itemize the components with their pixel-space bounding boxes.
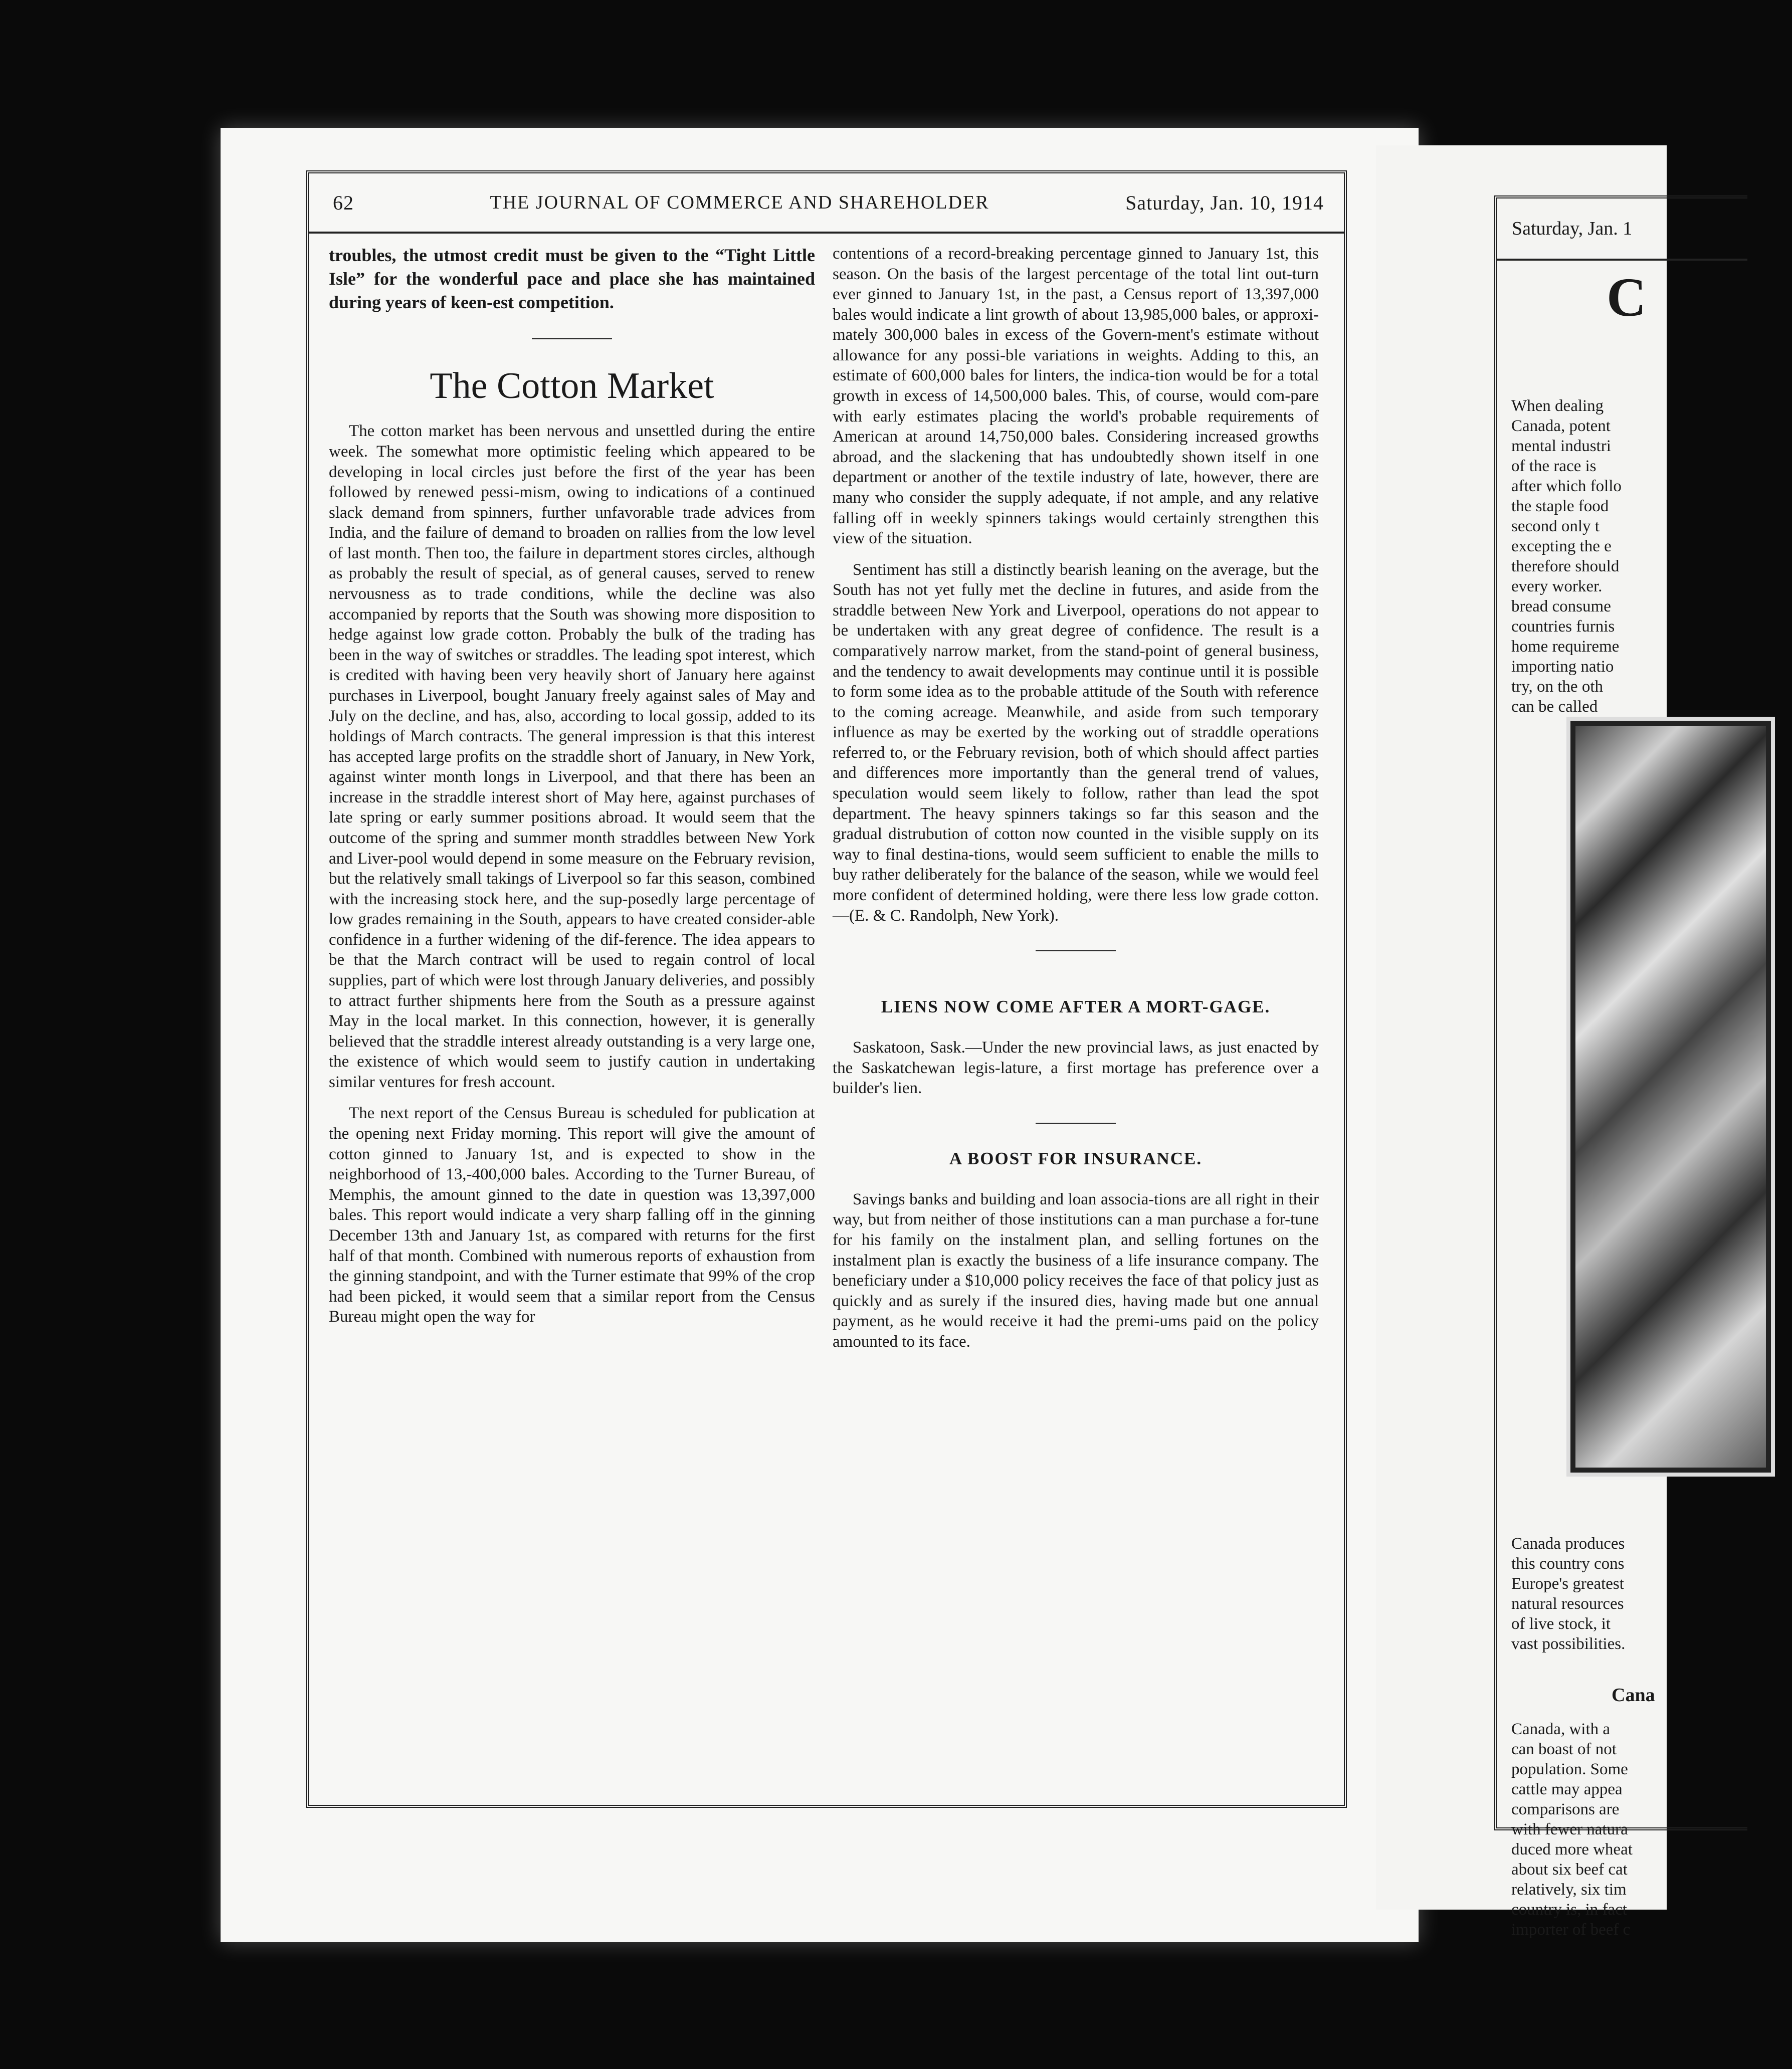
- adjacent-text-line: this country cons: [1511, 1555, 1625, 1573]
- adjacent-text-line: of live stock, it: [1511, 1615, 1611, 1633]
- adjacent-text-line: cattle may appea: [1511, 1780, 1623, 1798]
- section-divider: [1036, 950, 1116, 951]
- article-title: The Cotton Market: [430, 365, 714, 407]
- adjacent-text-line: Canada, potent: [1511, 417, 1611, 435]
- section-divider: [1036, 1123, 1116, 1124]
- adjacent-text-line: about six beef cat: [1511, 1860, 1628, 1879]
- adjacent-text-line: the staple food: [1511, 497, 1609, 515]
- article-paragraph: The next report of the Census Bureau is scheduled for publication at the opening next Friday morning. This report will give the amount of cotton ginned to January 1st, and is expected to show in the neighborhood of 13,-400,000 bales. According to the Turner Bureau, of Memphis, the amount ginned to the date in question was 13,397,000 bales. This report would indicate a very sharp falling off in the ginning December 13th and January 1st, as compared with returns for the first half of that month. Combined with numerous reports of exhaustion from the ginning standpoint, and with the Turner estimate that 99% of the crop had been picked, it would seem that a similar report from the Census Bureau might open the way for: [329, 1104, 815, 1326]
- adjacent-text-line: can be called: [1511, 698, 1598, 716]
- adjacent-text-line: comparisons are: [1511, 1800, 1620, 1818]
- adjacent-text-line: natural resources: [1511, 1595, 1624, 1613]
- adjacent-text-line: of the race is: [1511, 457, 1597, 475]
- adjacent-text-bottom: [1511, 1719, 1792, 1940]
- adjacent-text-line: mental industri: [1511, 437, 1611, 455]
- adjacent-text-line: therefore should: [1511, 557, 1620, 575]
- adjacent-text-line: try, on the oth: [1511, 678, 1603, 696]
- adjacent-text-line: population. Some: [1511, 1760, 1628, 1778]
- adjacent-text-line: excepting the e: [1511, 537, 1612, 555]
- liens-headline: LIENS NOW COME AFTER A MORT-GAGE.: [881, 997, 1271, 1017]
- adjacent-text-line: home requireme: [1511, 638, 1620, 656]
- left-column: [329, 244, 815, 1785]
- adjacent-title-letter: C: [1607, 267, 1647, 328]
- adjacent-text-line: country is, in fact: [1511, 1901, 1627, 1919]
- adjacent-text-top: [1511, 396, 1792, 717]
- page-header: [309, 173, 1344, 234]
- page-number: 62: [333, 191, 354, 214]
- adjacent-text-middle: [1511, 1534, 1792, 1654]
- adjacent-text-line: relatively, six tim: [1511, 1881, 1627, 1899]
- adjacent-text-line: Canada, with a: [1511, 1720, 1611, 1738]
- adjacent-photo: [1566, 717, 1775, 1477]
- insurance-paragraph: Savings banks and building and loan associa-tions are all right in their way, but from neither of those institutions can a man purchase a for-tune for his family on the instalment plan, and selling fortunes on the instalment plan is exactly the business of a life insurance company. The beneficiary under a $10,000 policy receives the face of that policy just as quickly and as surely if the insured dies, having made but one annual payment, as he would receive it had the premi-ums paid on the policy amounted to its face.: [833, 1190, 1319, 1351]
- right-column: [833, 244, 1319, 1785]
- article-paragraph: The cotton market has been nervous and unsettled during the entire week. The somewhat more optimistic feeling which appeared to be developing in local circles just before the first of the year has been followed by renewed pessi-mism, owing to indications of a continued slack demand from spinners, further unfavorable trade advices from India, and the failure of demand to broaden on rallies from the low level of last month. Then too, the failure in department stores circles, although as probably the result of special, as of general causes, served to renew nervousness as to trade conditions, while the decline was also accompanied by reports that the South was showing more disposition to hedge against low grade cotton. Probably the bulk of the trading has been in the way of switches or straddles. The leading spot interest, which is credited with having been very heavily short of January here against purchases in Liverpool, bought January freely against sales of May and July on the decline, and has, also, according to local gossip, added to its holdings of March contracts. The general impression is that this interest has accepted large profits on the straddle short of January, in New York, against winter month longs in Liverpool, and that there has been an increase in the straddle interest short of May here, against purchases of late spring or early summer positions abroad. It would seem that the outcome of the spring and summer month straddles between New York and Liver-pool would depend in some measure on the February revision, but the relatively small takings of Liverpool so far this season, combined with the increasing stock here, and the sup-posedly large percentage of low grades remaining in the South, appears to have created consider-able confidence in a further widening of the dif-ference. The idea appears to be that the March contract will be used to regain control of local supplies, part of which were lost through January deliveries, and possibly to attract further shipments here from the South as a pressure against May in the local market. In this connection, however, it is generally believed that the straddle interest already outstanding is a very large one, the existence of which would seem to justify caution in undertaking similar ventures for fresh account.: [329, 422, 815, 1091]
- adjacent-text-line: every worker.: [1511, 577, 1603, 595]
- journal-title: THE JOURNAL OF COMMERCE AND SHAREHOLDER: [490, 192, 989, 213]
- insurance-headline: A BOOST FOR INSURANCE.: [949, 1148, 1203, 1168]
- section-divider: [532, 338, 612, 339]
- article-paragraph: Sentiment has still a distinctly bearish leaning on the average, but the South has not yet fully met the decline in futures, and aside from the straddle between New York and Liverpool, operations do not appear to be undertaken with any great degree of confidence. The result is a comparatively narrow market, from the stand-point of general business, and the tendency to await developments may continue until it is possible to form some idea as to the probable attitude of the South with reference to the coming acreage. Meanwhile, and aside from such temporary influence as may be exerted by the working out of straddle operations referred to, or the February revision, both of which should affect parties and differences more importantly than the general trend of values, speculation would seem likely to follow, rather than lead the spot department. The heavy spinners takings so far this season and the gradual distrubution of cotton now counted in the visible supply on its way to final destina-tions, would seem sufficient to enable the mills to buy rather deliberately for the balance of the season, while we would feel more confident of determined holding, were there less low grade cotton.—(E. & C. Randolph, New York).: [833, 560, 1319, 925]
- adjacent-text-line: can boast of not: [1511, 1740, 1617, 1758]
- adjacent-text-line: importer of beef c: [1511, 1921, 1631, 1939]
- liens-paragraph: Saskatoon, Sask.—Under the new provincial laws, as just enacted by the Saskatchewan legis-lature, a first mortage has preference over a builder's lien.: [833, 1039, 1319, 1098]
- adjacent-text-line: When dealing: [1511, 397, 1604, 415]
- issue-date: Saturday, Jan. 10, 1914: [1125, 191, 1324, 214]
- adjacent-text-line: duced more wheat: [1511, 1840, 1633, 1858]
- adjacent-text-line: after which follo: [1511, 477, 1622, 495]
- adjacent-text-line: vast possibilities.: [1511, 1635, 1626, 1653]
- adjacent-text-line: Canada produces: [1511, 1535, 1625, 1553]
- article-paragraph: contentions of a record-breaking percentage ginned to January 1st, this season. On the basis of the largest percentage of the total lint out-turn ever ginned to January 1st, in the past, a Census report of 13,397,000 bales would indicate a lint growth of about 13,985,000 bales, or approxi-mately 300,000 bales in excess of the Govern-ment's estimate without allowance for any possi-ble variations in weights. Adding to this, an estimate of 600,000 bales for linters, the indica-tion would be for a total growth in excess of 14,500,000 bales. This, of course, would com-pare with early estimates placing the world's probable requirements of American at around 14,750,000 bales. Considering increased growths abroad, and the slackening that has undoubtedly shown itself in one department or another of the textile industry of late, however, there are many who consider the supply adequate, if not ample, and any relative falling off in weekly spinners takings would certainly strengthen this view of the situation.: [833, 245, 1319, 548]
- adjacent-text-line: importing natio: [1511, 658, 1614, 676]
- adjacent-header: Saturday, Jan. 1: [1497, 198, 1747, 261]
- adjacent-text-line: second only t: [1511, 517, 1600, 535]
- page-frame: [306, 170, 1347, 1808]
- intro-paragraph: troubles, the utmost credit must be given to the “Tight Little Isle” for the wonderful pace and place she has maintained during years of keen-est competition.: [329, 245, 815, 312]
- adjacent-text-line: bread consume: [1511, 597, 1611, 615]
- adjacent-text-line: Europe's greatest: [1511, 1575, 1624, 1593]
- adjacent-text-line: with fewer natura: [1511, 1820, 1628, 1838]
- adjacent-subhead: Cana: [1612, 1685, 1655, 1706]
- adjacent-text-line: countries furnis: [1511, 617, 1615, 636]
- adjacent-page: [1376, 145, 1667, 1939]
- journal-page: [221, 128, 1419, 1942]
